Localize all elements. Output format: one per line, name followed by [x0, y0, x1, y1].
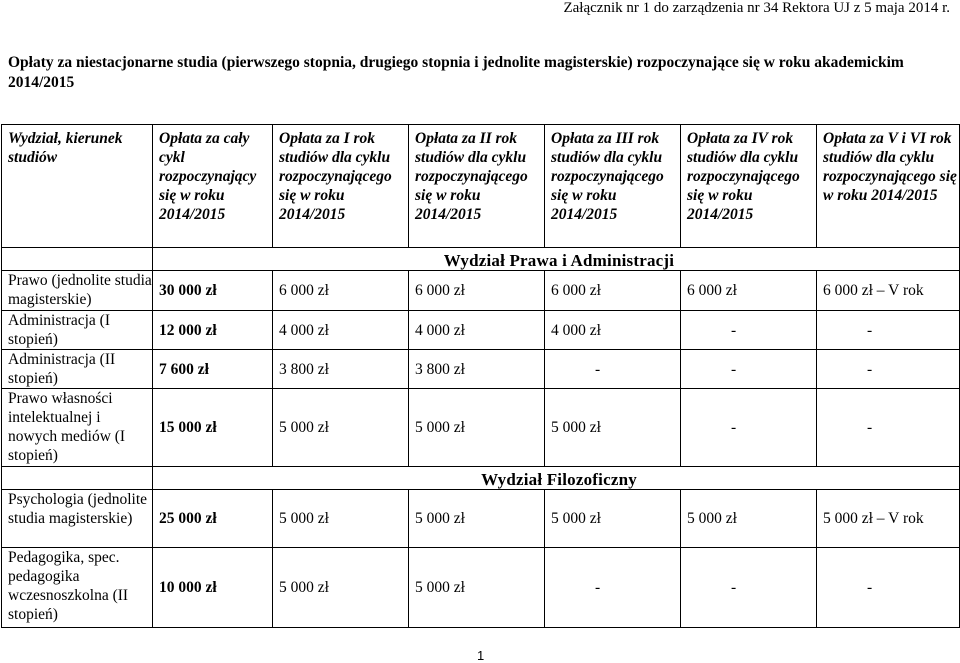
fee-year1: 5 000 zł: [273, 389, 409, 467]
fee-year1: 5 000 zł: [273, 490, 409, 548]
col-header-year5-6: Opłata za V i VI rok studiów dla cyklu rozpoczynającego się w roku 2014/2015: [817, 125, 960, 248]
fee-year4: 5 000 zł: [681, 490, 817, 548]
fee-year3: 5 000 zł: [545, 389, 681, 467]
fee-year4: -: [681, 548, 817, 628]
table-row: [2, 311, 960, 350]
faculty-philosophy: Wydział Filozoficzny: [153, 467, 960, 490]
fee-year2: 3 800 zł: [409, 350, 545, 389]
fee-year5-6: -: [817, 389, 960, 467]
col-header-total: Opłata za cały cykl rozpoczynający się w roku 2014/2015: [153, 125, 273, 248]
table-header-row: [2, 125, 960, 248]
fee-total: 15 000 zł: [153, 389, 273, 467]
fee-year2: 4 000 zł: [409, 311, 545, 350]
fee-total: 25 000 zł: [153, 490, 273, 548]
fee-year3: 5 000 zł: [545, 490, 681, 548]
col-header-year2: Opłata za II rok studiów dla cyklu rozpoczynającego się w roku 2014/2015: [409, 125, 545, 248]
fee-year4: 6 000 zł: [681, 271, 817, 311]
attachment-note: Załącznik nr 1 do zarządzenia nr 34 Rektora UJ z 5 maja 2014 r.: [563, 0, 950, 16]
fee-total: 7 600 zł: [153, 350, 273, 389]
fee-year5-6: 5 000 zł – V rok: [817, 490, 960, 548]
program-name: Administracja (I stopień): [2, 311, 153, 350]
faculty-row: [2, 467, 960, 490]
faculty-spacer-cell: [2, 248, 153, 271]
fee-year2: 6 000 zł: [409, 271, 545, 311]
fee-year4: -: [681, 350, 817, 389]
program-name: Administracja (II stopień): [2, 350, 153, 389]
fee-total: 30 000 zł: [153, 271, 273, 311]
fee-year1: 3 800 zł: [273, 350, 409, 389]
table-row: [2, 350, 960, 389]
document-title: Opłaty za niestacjonarne studia (pierwszego stopnia, drugiego stopnia i jednolite magisterskie) rozpoczynające się w roku akademickim 2014/2015: [8, 54, 904, 91]
fee-year5-6: 6 000 zł – V rok: [817, 271, 960, 311]
fee-year2: 5 000 zł: [409, 548, 545, 628]
faculty-law-administration: Wydział Prawa i Administracji: [153, 248, 960, 271]
fee-year5-6: -: [817, 350, 960, 389]
program-name: Prawo własności intelektualnej i nowych mediów (I stopień): [2, 389, 153, 467]
table-row: [2, 548, 960, 628]
fee-year4: -: [681, 389, 817, 467]
fee-year1: 5 000 zł: [273, 548, 409, 628]
table-row: [2, 389, 960, 467]
fee-year3: 4 000 zł: [545, 311, 681, 350]
fee-year2: 5 000 zł: [409, 389, 545, 467]
fee-year3: 6 000 zł: [545, 271, 681, 311]
fee-year2: 5 000 zł: [409, 490, 545, 548]
fee-year3: -: [545, 548, 681, 628]
col-header-year4: Opłata za IV rok studiów dla cyklu rozpoczynającego się w roku 2014/2015: [681, 125, 817, 248]
fee-year4: -: [681, 311, 817, 350]
faculty-row: [2, 248, 960, 271]
fee-year5-6: -: [817, 311, 960, 350]
fee-year1: 6 000 zł: [273, 271, 409, 311]
program-name: Prawo (jednolite studia magisterskie): [2, 271, 153, 311]
fee-year3: -: [545, 350, 681, 389]
fee-total: 10 000 zł: [153, 548, 273, 628]
fee-year1: 4 000 zł: [273, 311, 409, 350]
fee-total: 12 000 zł: [153, 311, 273, 350]
fee-year5-6: -: [817, 548, 960, 628]
col-header-program: Wydział, kierunek studiów: [2, 125, 153, 248]
col-header-year3: Opłata za III rok studiów dla cyklu rozpoczynającego się w roku 2014/2015: [545, 125, 681, 248]
fees-table: [1, 124, 960, 628]
faculty-spacer-cell: [2, 467, 153, 490]
table-row: [2, 271, 960, 311]
col-header-year1: Opłata za I rok studiów dla cyklu rozpoczynającego się w roku 2014/2015: [273, 125, 409, 248]
program-name: Pedagogika, spec. pedagogika wczesnoszkolna (II stopień): [2, 548, 153, 628]
table-row: [2, 490, 960, 548]
program-name: Psychologia (jednolite studia magisterskie): [2, 490, 153, 548]
page-number: 1: [477, 648, 485, 663]
